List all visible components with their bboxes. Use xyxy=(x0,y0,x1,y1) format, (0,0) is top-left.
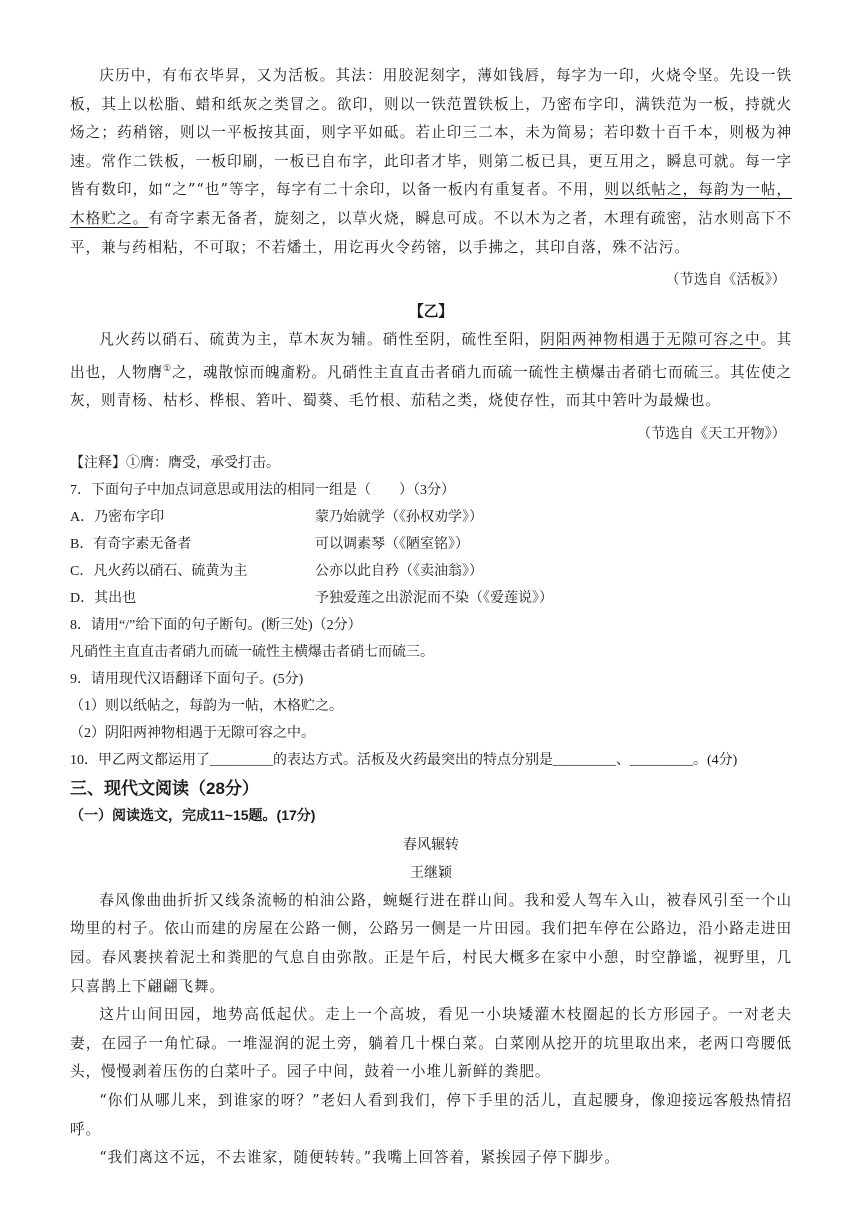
question-7: 7．下面句子中加点词意思或用法的相同一组是（ ）（3分） xyxy=(70,482,455,498)
option-left: D．其出也 xyxy=(70,590,137,606)
essay-title: 春风辗转 xyxy=(403,836,459,853)
passage-yi-source: （节选自《天工开物》） xyxy=(637,425,786,442)
option-right: 公亦以此自矜（《卖油翁》） xyxy=(315,563,483,579)
option-left: A．乃密布字印 xyxy=(70,509,165,525)
passage-jia xyxy=(70,62,792,262)
question-7-option-row xyxy=(70,504,792,531)
essay-paragraph: 这片山间田园，地势高低起伏。走上一个高坡，看见一小块矮灌木枝圈起的长方形园子。一对老夫妻，在园子一角忙碌。一堆湿润的泥土旁，躺着几十棵白菜。白菜刚从挖开的坑里取出来，老两口弯腰低头，慢慢剥着压伤的白菜叶子。园子中间，鼓着一小堆儿新鲜的粪肥。 xyxy=(70,1006,792,1081)
section-subtitle: （一）阅读选文，完成11~15题。(17分) xyxy=(70,806,316,823)
passage-yi-heading: 【乙】 xyxy=(409,303,453,321)
essay-paragraph: “我们离这不远，不去谁家，随便转转。”我嘴上回答着，紧挨园子停下脚步。 xyxy=(99,1149,620,1167)
option-left: B．有奇字素无备者 xyxy=(70,536,192,552)
question-8: 8．请用“/”给下面的句子断句。(断三处)（2分） xyxy=(70,617,362,633)
question-10: 10．甲乙两文都运用了_________的表达方式。活板及火药最突出的特点分别是_________、_________。(4分) xyxy=(70,752,738,768)
section-title: 三、现代文阅读（28分） xyxy=(70,778,259,798)
essay-paragraph: 春风像曲曲折折又线条流畅的柏油公路，蜿蜒行进在群山间。我和爱人驾车入山，被春风引至一个山坳里的村子。依山而建的房屋在公路一侧，公路另一侧是一片田园。我们把车停在公路边，沿小路走进田园。春风裹挟着泥土和粪肥的气息自由弥散。正是午后，村民大概多在家中小憩，时空静谧，视野里，几只喜鹊上下翩翩飞舞。 xyxy=(70,891,792,995)
passage-jia-text-end: 有奇字素无备者，旋刻之，以草火烧，瞬息可成。不以木为之者，木理有疏密，沾水则高下不平，兼与药相粘，不可取；不若燔土，用讫再火令药镕，以手拂之，其印自落，殊不沾污。 xyxy=(70,209,792,256)
question-7-option-row xyxy=(70,585,792,612)
passage-yi-text-end: 之，魂散惊而魄齑粉。凡硝性主直直击者硝九而硫一硫性主横爆击者硝七而硫三。其佐使之灰，则青杨、枯杉、桦根、箬叶、蜀葵、毛竹根、茄秸之类，烧使存性，而其中箬叶为最燥也。 xyxy=(70,363,793,410)
passage-yi xyxy=(70,326,792,416)
question-7-option-row xyxy=(70,531,792,558)
annotation: 【注释】①膺：膺受，承受打击。 xyxy=(70,455,280,471)
passage-yi-text-mid: 。其出也，人物膺 xyxy=(70,331,792,381)
question-9-item-1: （1）则以纸帖之，每韵为一帖，木格贮之。 xyxy=(70,698,343,714)
essay-author: 王继颖 xyxy=(410,864,452,881)
option-right: 予独爱莲之出淤泥而不染（《爱莲说》） xyxy=(315,590,553,606)
question-9-item-2: （2）阴阳两神物相遇于无隙可容之中。 xyxy=(70,725,315,741)
passage-jia-text: 庆历中，有布衣毕昇，又为活板。其法：用胶泥刻字，薄如钱唇，每字为一印，火烧令坚。先设一铁板，其上以松脂、蜡和纸灰之类冒之。欲印，则以一铁范置铁板上，乃密布字印，满铁范为一板，持就火炀之；药稍镕，则以一平板按其面，则字平如砥。若止印三二本，未为简易；若印数十百千本，则极为神速。常作二铁板，一板印刷，一板已自布字，此印者才毕，则第二板已具，更互用之，瞬息可就。每一字皆有数印，如“之”“也”等字，每字有二十余印，以备一板内有重复者。不用， xyxy=(70,67,792,199)
passage-jia-underlined-sentence: 则以纸帖之，每韵为一帖，木格贮之。 xyxy=(70,181,792,227)
exam-page xyxy=(70,62,792,1173)
question-7-options xyxy=(70,504,792,612)
option-left: C．凡火药以硝石、硫黄为主 xyxy=(70,563,248,579)
question-9: 9．请用现代汉语翻译下面句子。(5分) xyxy=(70,671,304,687)
question-8-sentence: 凡硝性主直直击者硝九而硫一硫性主横爆击者硝七而硫三。 xyxy=(70,644,434,660)
option-right: 蒙乃始就学（《孙权劝学》） xyxy=(315,509,483,525)
passage-yi-underlined-sentence: 阴阳两神物相遇于无隙可容之中 xyxy=(540,331,761,349)
passage-yi-text: 凡火药以硝石、硫黄为主，草木灰为辅。硝性至阴，硫性至阳， xyxy=(99,331,541,349)
essay-paragraph: “你们从哪儿来，到谁家的呀？”老妇人看到我们，停下手里的活儿，直起腰身，像迎接远客般热情招呼。 xyxy=(70,1091,792,1138)
option-right: 可以调素琴（《陋室铭》） xyxy=(315,536,469,552)
passage-jia-source: （节选自《活板》） xyxy=(665,272,786,289)
question-7-option-row xyxy=(70,558,792,585)
footnote-mark: ① xyxy=(163,363,172,374)
